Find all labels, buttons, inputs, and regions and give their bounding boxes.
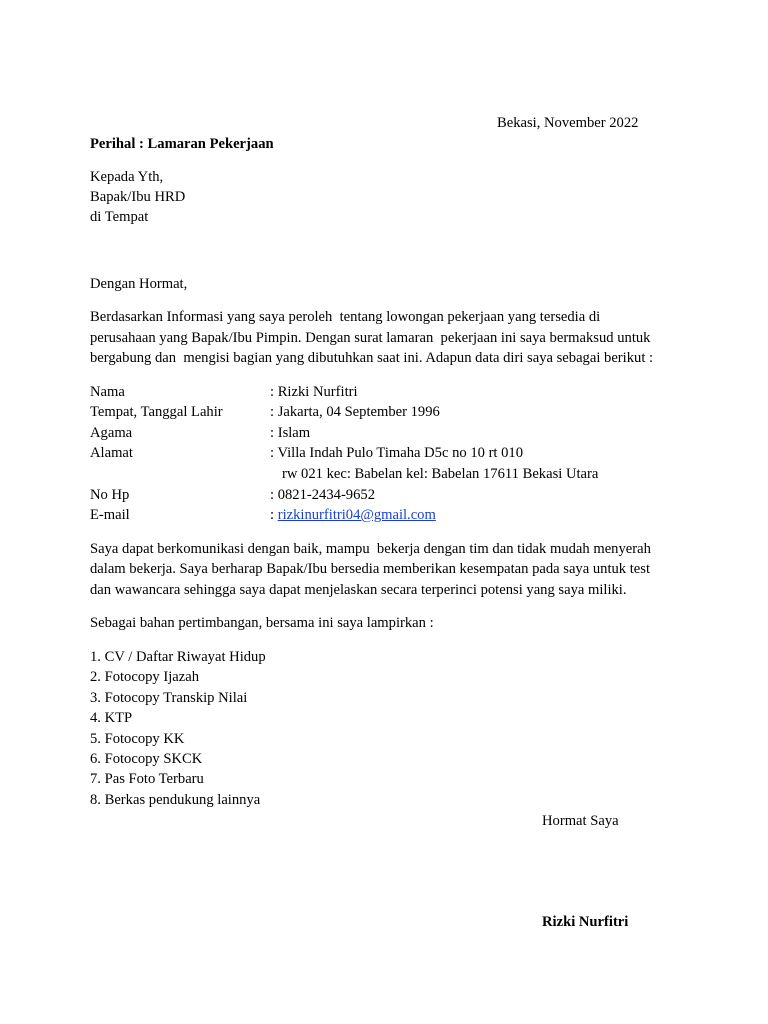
- attachment-item: 3. Fotocopy Transkip Nilai: [90, 690, 248, 706]
- detail-label-email: E-mail: [90, 507, 130, 523]
- detail-value-address-cont: rw 021 kec: Babelan kel: Babelan 17611 Bekasi Utara: [282, 466, 599, 482]
- detail-value-religion: : Islam: [270, 425, 311, 441]
- attachment-item: 4. KTP: [90, 710, 133, 726]
- letter-date: Bekasi, November 2022: [497, 115, 639, 131]
- intro-line: perusahaan yang Bapak/Ibu Pimpin. Dengan surat lamaran pekerjaan ini saya bermaksud untuk: [90, 330, 651, 346]
- attachment-item: 8. Berkas pendukung lainnya: [90, 792, 261, 808]
- detail-value-email: [270, 505, 436, 525]
- detail-label-birth: Tempat, Tanggal Lahir: [90, 404, 223, 420]
- detail-label-name: Nama: [90, 384, 125, 400]
- body-line: dan wawancara sehingga saya dapat menjelaskan secara terperinci potensi yang saya miliki.: [90, 582, 627, 598]
- email-colon: :: [270, 507, 278, 523]
- attachment-item: 7. Pas Foto Terbaru: [90, 771, 204, 787]
- detail-value-name: : Rizki Nurfitri: [270, 384, 358, 400]
- signature-name: Rizki Nurfitri: [542, 914, 629, 930]
- detail-label-religion: Agama: [90, 425, 133, 441]
- letter-subject: Perihal : Lamaran Pekerjaan: [90, 136, 274, 152]
- recipient-line: di Tempat: [90, 209, 149, 225]
- intro-line: Berdasarkan Informasi yang saya peroleh tentang lowongan pekerjaan yang tersedia di: [90, 309, 601, 325]
- attachment-item: 6. Fotocopy SKCK: [90, 751, 203, 767]
- body-line: dalam bekerja. Saya berharap Bapak/Ibu bersedia memberikan kesempatan pada saya untuk test: [90, 561, 651, 577]
- detail-label-address: Alamat: [90, 445, 133, 461]
- attachment-item: 5. Fotocopy KK: [90, 731, 185, 747]
- intro-line: bergabung dan mengisi bagian yang dibutuhkan saat ini. Adapun data diri saya sebagai berikut :: [90, 350, 654, 366]
- detail-label-phone: No Hp: [90, 487, 130, 503]
- recipient-line: Bapak/Ibu HRD: [90, 189, 186, 205]
- recipient-line: Kepada Yth,: [90, 169, 164, 185]
- salutation: Dengan Hormat,: [90, 276, 188, 292]
- body-line: Saya dapat berkomunikasi dengan baik, mampu bekerja dengan tim dan tidak mudah menyerah: [90, 541, 651, 557]
- detail-value-phone: : 0821-2434-9652: [270, 487, 375, 503]
- attachment-item: 2. Fotocopy Ijazah: [90, 669, 200, 685]
- detail-value-address: : Villa Indah Pulo Timaha D5c no 10 rt 010: [270, 445, 524, 461]
- detail-value-birth: : Jakarta, 04 September 1996: [270, 404, 440, 420]
- attachments-intro: Sebagai bahan pertimbangan, bersama ini saya lampirkan :: [90, 615, 434, 631]
- closing: Hormat Saya: [542, 813, 619, 829]
- attachment-item: 1. CV / Daftar Riwayat Hidup: [90, 649, 266, 665]
- email-link[interactable]: rizkinurfitri04@gmail.com: [277, 507, 436, 523]
